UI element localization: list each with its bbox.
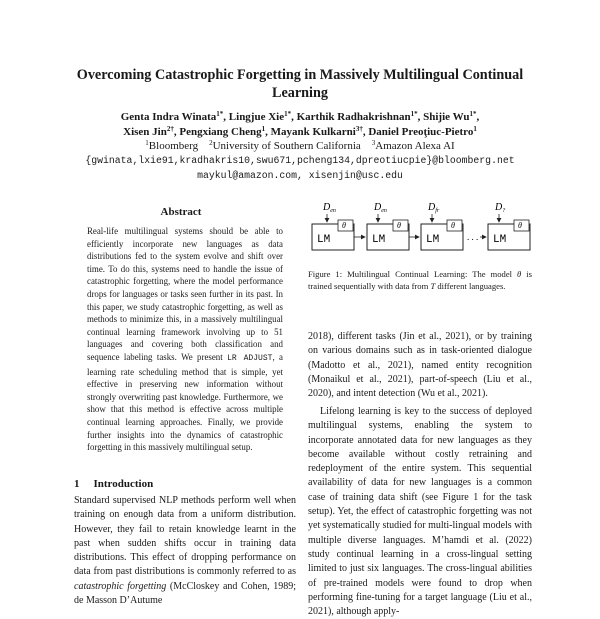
- section-heading: [74, 478, 153, 490]
- lm-box-label: LM: [317, 234, 331, 246]
- method-name: LR ADJUST: [227, 353, 273, 363]
- section-title: Introduction: [93, 478, 154, 490]
- author: Mayank Kulkarni$^{3\dagger}$,: [270, 124, 369, 138]
- author: Karthik Radhakrishnan$^{1*}$,: [296, 110, 424, 123]
- abstract-heading: Abstract: [160, 206, 202, 218]
- section-number: 1: [74, 478, 80, 490]
- figure-stage: [421, 202, 463, 250]
- email-line: {gwinata,lxie91,kradhakris10,swu671,pcheng134,dpreotiucpie}@bloomberg.net: [85, 155, 515, 166]
- email-line: maykul@amazon.com, xisenjin@usc.edu: [197, 169, 403, 181]
- author: Daniel Preoţiuc-Pietro$^1$: [368, 124, 477, 138]
- intro-paragraph-right: Lifelong learning is key to the success of deployed multilingual systems, enabling the system to incorporate annotated data for new languages as they become available without costly retraining and redeployment of the entire system. This sequential availability of data for new languages is a common case of training data shift (see Figure 1 for the task setup). Yet, the effect of catastrophic forgetting was not yet systematically studied for multi-lingual models with multiple diverse languages. M’hamdi et al. (2022) study continual learning in a cross-lingual setting limited to just six languages. The cross-lingual abilities of pre-trained models were found to drop when performing fine-tuning for a target language (Liu et al., 2021), although apply-: [308, 406, 532, 618]
- intro-paragraph-right-continued: 2018), different tasks (Jin et al., 2021), or by training on various domains such as in task-oriented dialogue (Madotto et al., 2021), named entity recognition (Monaikul et al., 2021), part-of-speech (Liu et al., 2020), and intent detection (Wu et al., 2021).: [308, 331, 532, 400]
- lm-box-label: LM: [426, 234, 440, 246]
- affiliation: $^2$University of Southern California: [209, 139, 361, 152]
- author: Xisen Jin$^{2\dagger}$,: [123, 124, 180, 138]
- author: Genta Indra Winata$^{1*}$,: [120, 110, 229, 123]
- intro-paragraph-left: Standard supervised NLP methods perform well when training on enough data from a uniform distribution. However, they fail to retain knowledge learnt in the past when sudden shifts occur in training data distributions. This effect of dropping performance on data from past distributions is commonly referred to as catastrophic forgetting (McCloskey and Cohen, 1989; de Masson D’Autume: [74, 495, 297, 607]
- affiliation: $^3$Amazon Alexa AI: [371, 139, 455, 152]
- affiliations: [40, 139, 560, 153]
- emphasized-term: catastrophic forgetting: [74, 580, 167, 592]
- figure-1-caption: Figure 1: Multilingual Continual Learning: The model θ is trained sequentially with data from T different languages.: [308, 269, 532, 291]
- ellipsis: . . .: [467, 232, 479, 242]
- dataset-label: $D_{fr}$: [428, 202, 440, 214]
- theta-label: θ: [518, 221, 522, 230]
- paper-title: Overcoming Catastrophic Forgetting in Massively Multilingual Continual Learning: [76, 67, 524, 101]
- lm-box-label: LM: [372, 234, 386, 246]
- author-emails: [30, 154, 570, 183]
- figure-stage: [488, 202, 530, 250]
- lm-box-label: LM: [493, 234, 507, 246]
- abstract-text: Real-life multilingual systems should be able to efficiently incorporate new languages as data distributions fed to the system evolve and shift over time. To do this, systems need to handle the issue of catastrophic forgetting, where the model performance drops for languages or tasks seen further in its past. In this paper, we study catastrophic forgetting, as well as methods to minimize this, in a massively multilingual continual learning framework involving up to 51 languages and covering both classification and sequence labeling tasks. We present LR ADJUST, a learning rate scheduling method that is simple, yet effective in preserving new information without strongly overwriting past knowledge. Furthermore, we show that this method is effective across multiple continual learning approaches. Finally, we provide further insights into the dynamics of catastrophic forgetting in this massively multilingual setup.: [87, 226, 283, 453]
- author: Lingjue Xie$^{1*}$,: [228, 110, 297, 123]
- dataset-label: $D_{en}$: [323, 202, 336, 214]
- affiliation: $^1$Bloomberg: [145, 139, 199, 152]
- figure-stage: [312, 202, 354, 250]
- author: Pengxiang Cheng$^1$,: [179, 124, 271, 138]
- theta-label: θ: [397, 221, 401, 230]
- author-list: [40, 110, 560, 139]
- figure-stage: [367, 202, 409, 250]
- figure-1-diagram: [309, 198, 531, 264]
- theta-label: θ: [342, 221, 346, 230]
- author: Shijie $Wu^{1*}$,: [423, 110, 480, 123]
- dataset-label: $D_{en}$: [374, 202, 387, 214]
- theta-label: θ: [451, 221, 455, 230]
- dataset-label: $D_?$: [495, 202, 506, 214]
